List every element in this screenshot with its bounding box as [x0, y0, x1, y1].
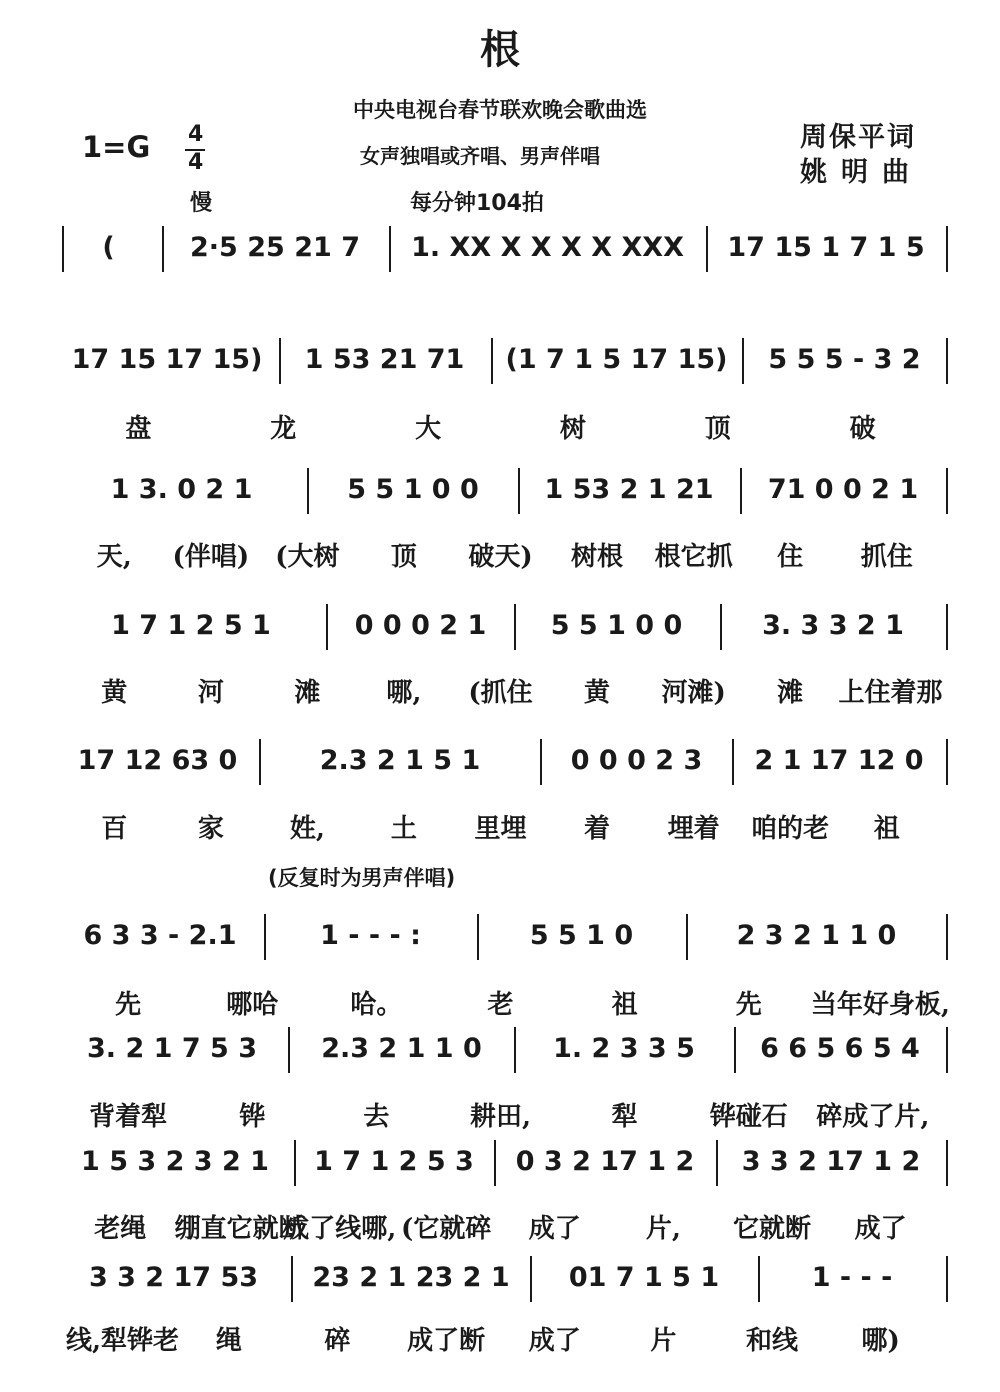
notation-row	[0, 1262, 1000, 1302]
notation-row	[0, 344, 1000, 384]
lyric-word: 破	[849, 414, 876, 444]
measure-notes: 2 3 2 1 1 0	[736, 920, 897, 951]
lyrics-row	[0, 672, 1000, 708]
bar-line	[514, 604, 516, 650]
lyrics-row	[0, 408, 1000, 444]
measure-notes: 2 1 17 12 0	[754, 745, 924, 776]
lyric-word: 祖	[873, 814, 900, 844]
bar-line	[540, 739, 542, 785]
lyric-word: 成了	[528, 1326, 581, 1356]
lyric-word: 哈。	[350, 990, 403, 1020]
bar-line	[946, 226, 948, 272]
measure-notes: 0 3 2 17 1 2	[515, 1146, 695, 1177]
bar-line	[740, 468, 742, 514]
bar-line	[716, 1140, 718, 1186]
lyric-word: 成了	[854, 1214, 907, 1244]
bar-line	[294, 1140, 296, 1186]
lyric-word: 黄	[101, 678, 128, 708]
measure-notes: 1 7 1 2 5 1	[111, 610, 271, 641]
lyric-word: 盘	[125, 414, 152, 444]
lyric-word: 铧	[239, 1102, 266, 1132]
lyric-word: (它就碎	[401, 1214, 492, 1244]
measure-notes: 1. 2 3 3 5	[553, 1033, 695, 1064]
measure-notes: 5 5 1 0 0	[550, 610, 683, 641]
measure-notes: 5 5 5 - 3 2	[768, 344, 921, 375]
measure-notes: 1 7 1 2 5 3	[314, 1146, 474, 1177]
lyric-word: 河滩)	[661, 678, 726, 708]
bar-line	[288, 1027, 290, 1073]
lyric-word: 埋着	[667, 814, 720, 844]
lyric-word: 大	[415, 414, 442, 444]
measure-notes: 1 53 2 1 21	[544, 474, 714, 505]
lyric-word: 龙	[270, 414, 297, 444]
bar-line	[514, 1027, 516, 1073]
lyric-word: 成了断	[407, 1326, 486, 1356]
bar-line	[946, 1027, 948, 1073]
lyric-word: 破天)	[468, 542, 533, 572]
bar-line	[734, 1027, 736, 1073]
bar-line	[264, 914, 266, 960]
lyric-word: 碎成了片,	[816, 1102, 930, 1132]
bar-line	[530, 1256, 532, 1302]
measure-notes: 1. XX X X X X XXX	[411, 232, 684, 263]
bar-line	[291, 1256, 293, 1302]
lyric-word: 抓住	[860, 542, 913, 572]
lyrics-row	[0, 1320, 1000, 1356]
bar-line	[946, 739, 948, 785]
lyric-word: 姓,	[289, 814, 325, 844]
notation-row	[0, 1033, 1000, 1073]
lyric-word: 树根	[571, 542, 624, 572]
notation-row	[0, 1146, 1000, 1186]
bar-line	[491, 338, 493, 384]
bar-line	[758, 1256, 760, 1302]
measure-notes: 3. 2 1 7 5 3	[87, 1033, 257, 1064]
bar-line	[477, 914, 479, 960]
lyric-word: 哪哈	[226, 990, 279, 1020]
lyric-word: 老绳	[94, 1214, 147, 1244]
lyrics-row	[0, 1096, 1000, 1132]
measure-notes: 6 6 5 6 5 4	[760, 1033, 920, 1064]
measure-notes: 0 0 0 2 1	[354, 610, 487, 641]
lyric-word: 当年好身板,	[810, 990, 950, 1020]
measure-notes: 17 15 17 15)	[71, 344, 263, 375]
bar-line	[946, 1140, 948, 1186]
bar-line	[62, 226, 64, 272]
lyric-word: 它就断	[733, 1214, 812, 1244]
lyric-word: 顶	[390, 542, 417, 572]
measure-notes: 71 0 0 2 1	[767, 474, 919, 505]
lyric-word: 里埋	[474, 814, 527, 844]
lyrics-row	[0, 536, 1000, 572]
tempo-bpm: 每分钟104拍	[410, 191, 544, 216]
composer-credit: 姚明曲	[800, 157, 923, 188]
measure-notes: 3 3 2 17 1 2	[741, 1146, 921, 1177]
measure-notes: 5 5 1 0 0	[347, 474, 479, 505]
lyric-word: 河	[197, 678, 224, 708]
bar-line	[686, 914, 688, 960]
tempo-marking: 慢	[190, 191, 213, 216]
measure-notes: 3. 3 3 2 1	[762, 610, 904, 641]
notation-row	[0, 610, 1000, 650]
measure-notes: 23 2 1 23 2 1	[312, 1262, 510, 1293]
bar-line	[946, 1256, 948, 1302]
measure-notes: 1 - - - :	[320, 920, 421, 951]
lyric-word: 树	[559, 414, 586, 444]
lyric-word: 滩	[777, 678, 804, 708]
lyric-word: 顶	[704, 414, 731, 444]
lyric-word: 背着犁	[89, 1102, 168, 1132]
bar-line	[259, 739, 261, 785]
song-title: 根	[480, 26, 520, 73]
measure-notes: 2·5 25 21 7	[190, 232, 360, 263]
lyric-word: 黄	[584, 678, 611, 708]
bar-line	[946, 338, 948, 384]
lyric-word: 耕田,	[469, 1102, 532, 1132]
measure-notes: 1 53 21 71	[304, 344, 465, 375]
lyric-word: (抓住	[468, 678, 533, 708]
measure-notes: 5 5 1 0	[529, 920, 634, 951]
bar-line	[279, 338, 281, 384]
lyric-word: 老	[487, 990, 514, 1020]
bar-line	[946, 914, 948, 960]
lyric-word: 铧碰石	[709, 1102, 788, 1132]
bar-line	[389, 226, 391, 272]
lyric-word: 绷直它就断	[174, 1214, 305, 1244]
lyric-word: 先	[735, 990, 762, 1020]
lyric-word: 土	[390, 814, 417, 844]
time-signature-top: 4	[188, 122, 204, 147]
lyric-word: 住	[777, 542, 804, 572]
lyrics-row	[0, 808, 1000, 844]
measure-notes: 1 - - -	[811, 1262, 893, 1293]
lyric-word: 着	[584, 814, 611, 844]
measure-notes: 1 5 3 2 3 2 1	[81, 1146, 269, 1177]
lyric-word: 去	[363, 1102, 390, 1132]
lyric-word: 犁	[611, 1102, 638, 1132]
lyric-word: 咱的老	[751, 814, 830, 844]
bar-line	[494, 1140, 496, 1186]
bar-line	[307, 468, 309, 514]
bar-line	[162, 226, 164, 272]
lyric-word: 片,	[645, 1214, 681, 1244]
measure-notes: 2.3 2 1 5 1	[319, 745, 481, 776]
measure-notes: 3 3 2 17 53	[88, 1262, 259, 1293]
lyric-word: 线,犁铧老	[66, 1326, 180, 1356]
measure-notes: 0 0 0 2 3	[570, 745, 703, 776]
song-collection-subtitle: 中央电视台春节联欢晚会歌曲选	[353, 98, 647, 122]
lyric-word: 根它抓	[654, 542, 733, 572]
performance-note: 女声独唱或齐唱、男声伴唱	[360, 144, 600, 168]
bar-line	[326, 604, 328, 650]
lyric-word: (大树	[275, 542, 340, 572]
lyric-word: 祖	[611, 990, 638, 1020]
key-signature: 1=G	[82, 130, 151, 164]
bar-line	[706, 226, 708, 272]
notation-row	[0, 474, 1000, 514]
lyric-word: 滩	[294, 678, 321, 708]
lyric-word: 家	[197, 814, 224, 844]
measure-notes: 01 7 1 5 1	[568, 1262, 720, 1293]
lyric-word: 天,	[96, 542, 132, 572]
notation-row	[0, 920, 1000, 960]
lyricist-credit: 周保平词	[800, 122, 916, 153]
lyrics-row	[0, 984, 1000, 1020]
measure-notes: (	[102, 232, 115, 263]
bar-line	[946, 604, 948, 650]
bar-line	[732, 739, 734, 785]
bar-line	[742, 338, 744, 384]
lyric-word: 哪)	[861, 1326, 900, 1356]
lyric-word: 绳	[215, 1326, 242, 1356]
lyric-word: 碎	[324, 1326, 351, 1356]
lyrics-row	[0, 1208, 1000, 1244]
lyric-word: 成了线哪,	[283, 1214, 397, 1244]
lyric-word: 哪,	[386, 678, 422, 708]
measure-notes: 17 15 1 7 1 5	[727, 232, 925, 263]
measure-notes: 6 3 3 - 2.1	[83, 920, 237, 951]
notation-row	[0, 745, 1000, 785]
bar-line	[720, 604, 722, 650]
lyric-word: 和线	[746, 1326, 799, 1356]
repeat-instruction: (反复时为男声伴唱)	[268, 866, 456, 890]
measure-notes: (1 7 1 5 17 15)	[505, 344, 728, 375]
lyric-word: (伴唱)	[172, 542, 250, 572]
measure-notes: 1 3. 0 2 1	[110, 474, 253, 505]
measure-notes: 17 12 63 0	[77, 745, 238, 776]
lyric-word: 片	[650, 1326, 677, 1356]
lyric-word: 百	[101, 814, 128, 844]
bar-line	[518, 468, 520, 514]
time-signature-bottom: 4	[188, 150, 204, 175]
lyric-word: 成了	[528, 1214, 581, 1244]
lyric-word: 先	[115, 990, 142, 1020]
notation-row	[0, 232, 1000, 272]
bar-line	[946, 468, 948, 514]
lyric-word: 上住着那	[838, 678, 943, 708]
measure-notes: 2.3 2 1 1 0	[321, 1033, 482, 1064]
